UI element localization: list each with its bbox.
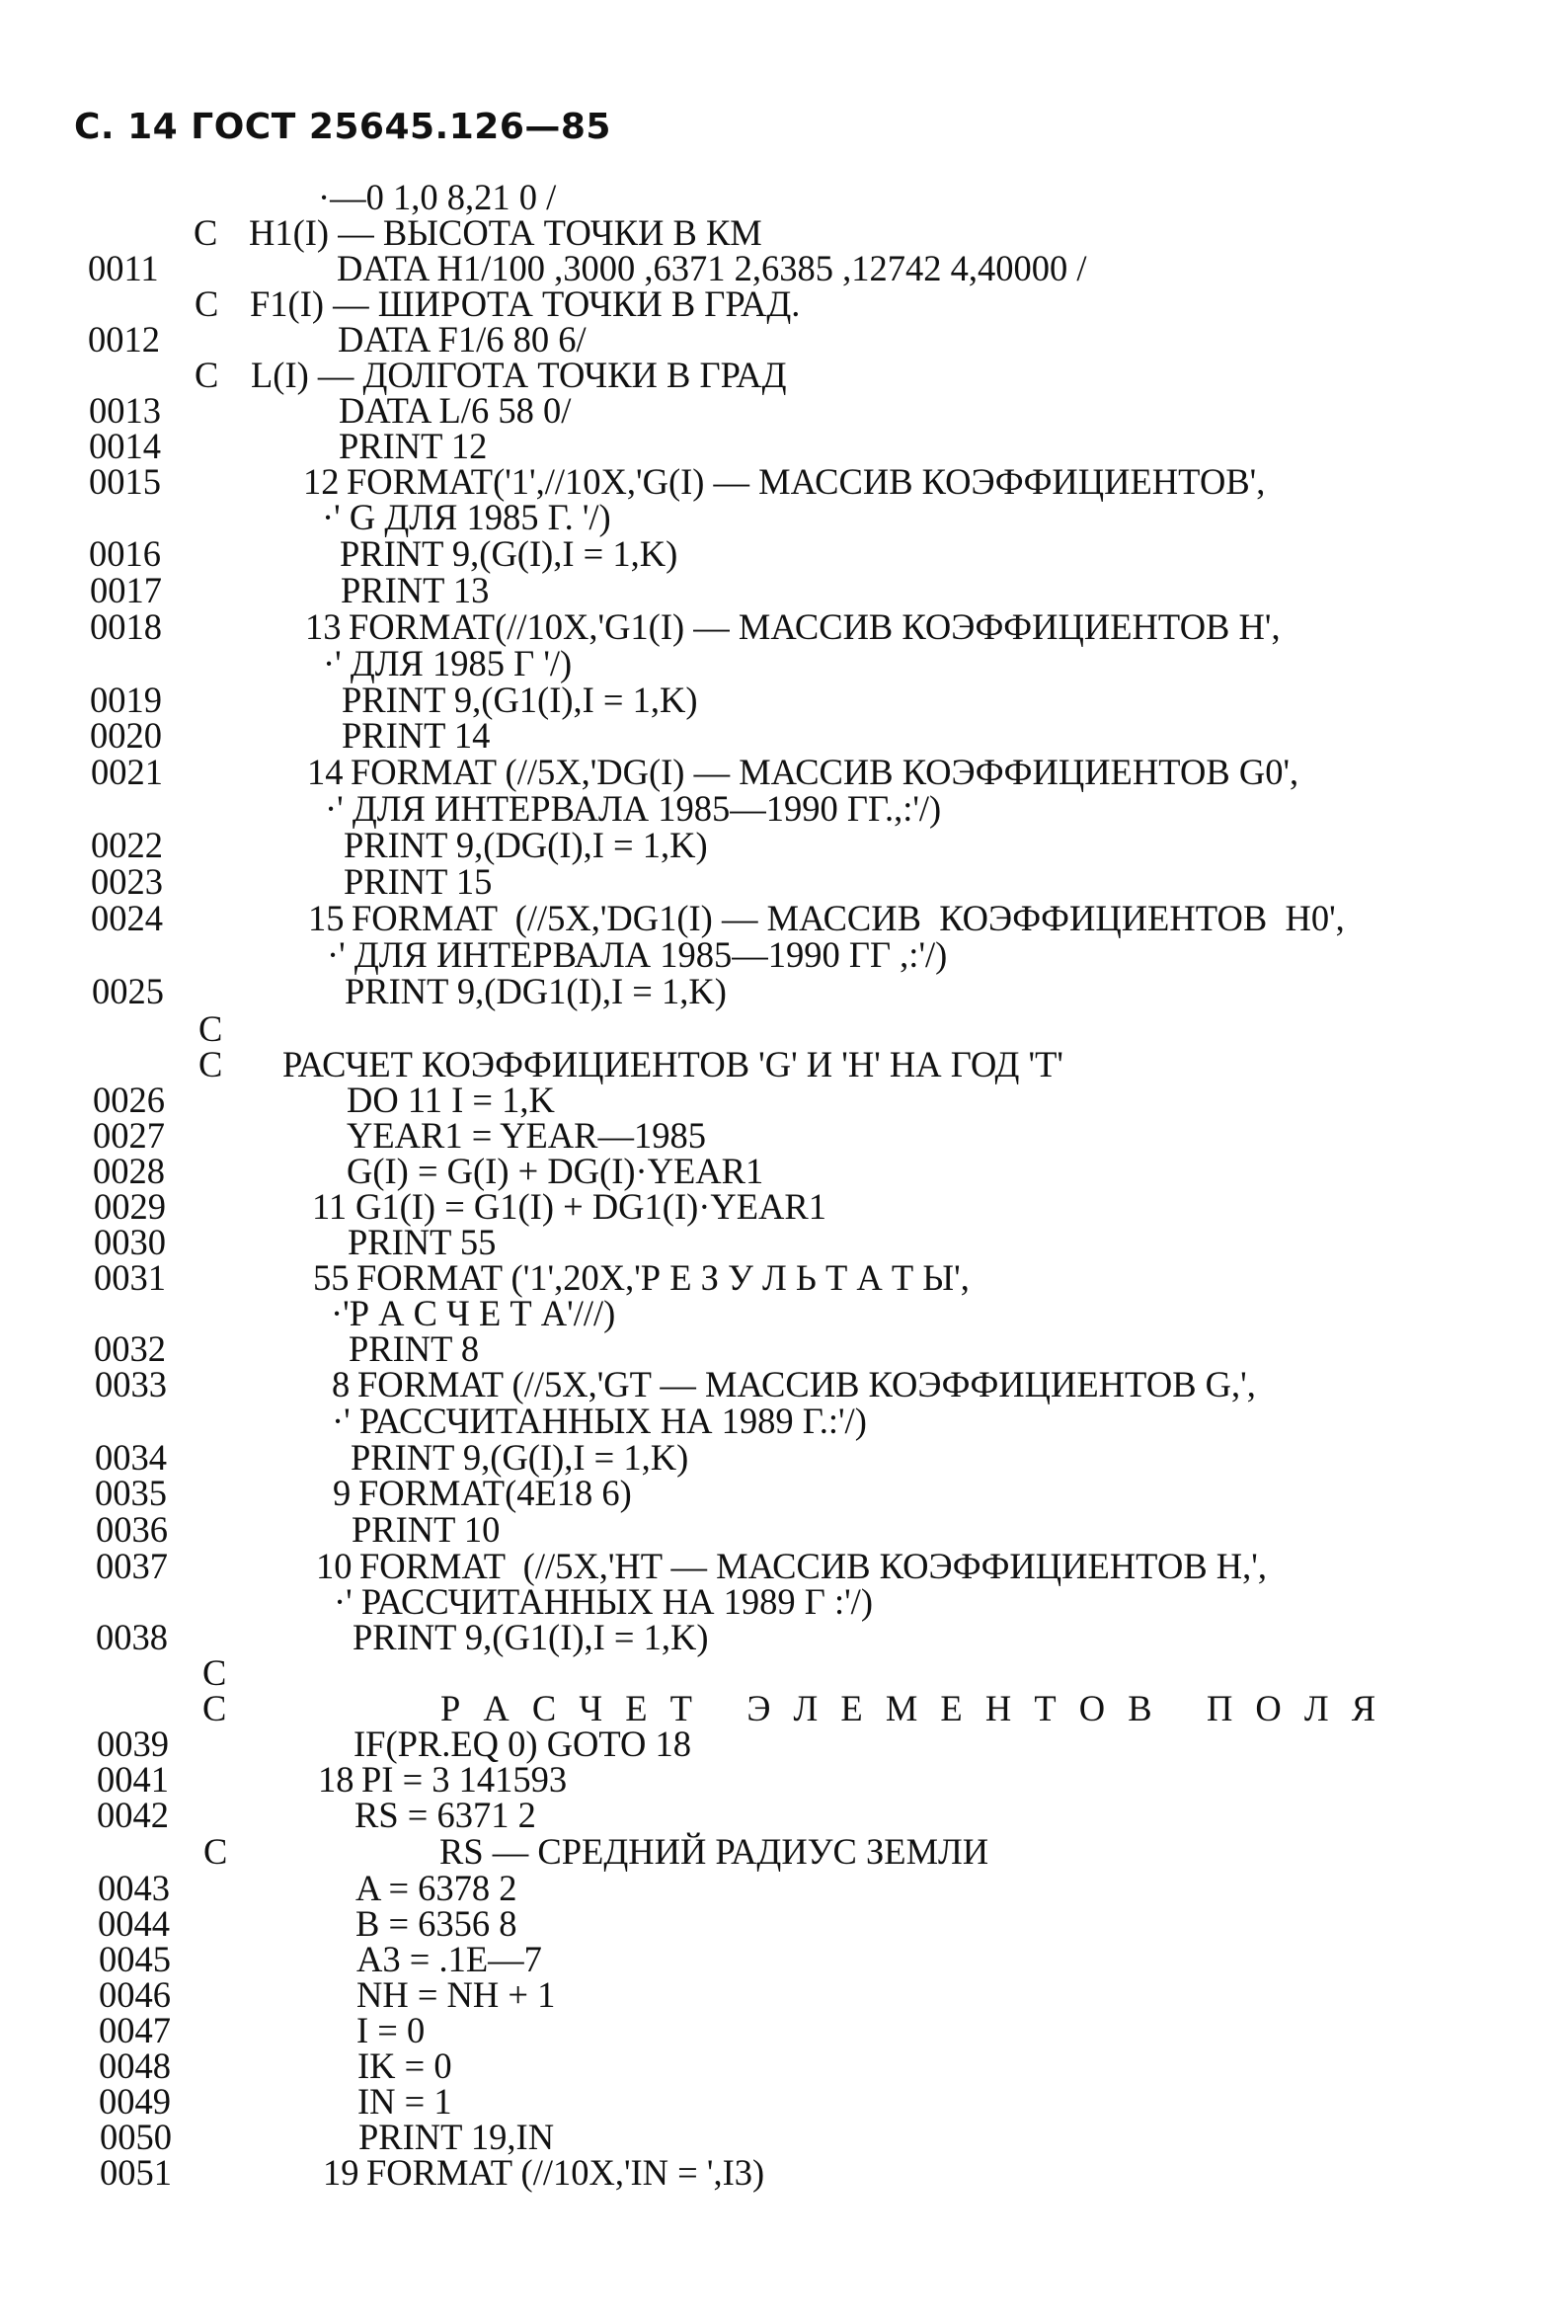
statement-label: 13 — [305, 606, 342, 647]
comment-marker: C — [202, 1688, 227, 1728]
line-number: 0029 — [94, 1186, 166, 1227]
code-text: IN = 1 — [357, 2081, 452, 2122]
code-text: ·' РАССЧИТАННЫХ НА 1989 Г :'/) — [334, 1581, 873, 1622]
code-text: FORMAT (//5X,'HT — МАССИВ КОЭФФИЦИЕНТОВ H,', — [359, 1546, 1267, 1586]
code-text: G(I) = G(I) + DG(I)·YEAR1 — [347, 1151, 764, 1191]
code-text: PRINT 9,(DG(I),I = 1,K) — [344, 825, 708, 865]
code-text: B = 6356 8 — [355, 1903, 517, 1944]
code-text: PI = 3 141593 — [361, 1759, 568, 1800]
code-text: FORMAT(4E18 6) — [358, 1473, 632, 1513]
code-text: A3 = .1E—7 — [356, 1939, 542, 1979]
code-text: YEAR1 = YEAR—1985 — [347, 1115, 706, 1156]
statement-label: 9 — [333, 1473, 352, 1513]
code-text: PRINT 9,(G1(I),I = 1,K) — [342, 680, 698, 720]
line-number: 0012 — [88, 319, 160, 360]
comment-marker: C — [194, 212, 218, 253]
line-number: 0033 — [95, 1364, 167, 1404]
code-text: A = 6378 2 — [355, 1868, 517, 1908]
code-text: PRINT 14 — [342, 715, 491, 756]
code-text: FORMAT (//5X,'DG1(I) — МАССИВ КОЭФФИЦИЕНТОВ H0', — [352, 898, 1345, 938]
code-text: IF(PR.EQ 0) GOTO 18 — [353, 1723, 692, 1764]
code-text: NH = NH + 1 — [356, 1974, 556, 2015]
line-number: 0016 — [89, 533, 161, 574]
line-number: 0049 — [99, 2081, 171, 2122]
code-text: PRINT 13 — [341, 570, 490, 610]
line-number: 0038 — [96, 1617, 168, 1657]
code-text: DATA F1/6 80 6/ — [338, 319, 587, 360]
line-number: 0026 — [93, 1080, 165, 1120]
line-number: 0051 — [100, 2152, 172, 2193]
line-number: 0011 — [88, 248, 159, 288]
code-text: PRINT 10 — [352, 1509, 501, 1550]
code-text: FORMAT (//5X,'GT — МАССИВ КОЭФФИЦИЕНТОВ G,', — [357, 1364, 1256, 1404]
code-text: L(I) — ДОЛГОТА ТОЧКИ В ГРАД — [251, 355, 787, 395]
code-text: PRINT 8 — [349, 1328, 480, 1369]
code-text: PRINT 9,(DG1(I),I = 1,K) — [345, 971, 727, 1011]
code-text: DATA L/6 58 0/ — [339, 390, 572, 431]
code-text: F1(I) — ШИРОТА ТОЧКИ В ГРАД. — [250, 283, 801, 324]
code-text: ·' G ДЛЯ 1985 Г. '/) — [322, 497, 611, 537]
statement-label: 10 — [316, 1546, 353, 1586]
comment-marker: C — [195, 283, 219, 324]
line-number: 0034 — [95, 1437, 167, 1478]
line-number: 0018 — [90, 606, 162, 647]
line-number: 0048 — [99, 2045, 171, 2086]
code-text: RS — СРЕДНИЙ РАДИУС ЗЕМЛИ — [439, 1831, 989, 1872]
code-text: FORMAT (//10X,'IN = ',I3) — [366, 2152, 765, 2193]
line-number: 0024 — [91, 898, 163, 938]
line-number: 0025 — [92, 971, 164, 1011]
code-text: IK = 0 — [357, 2045, 452, 2086]
statement-label: 12 — [303, 461, 340, 502]
statement-label: 11 — [312, 1186, 348, 1227]
statement-label: 8 — [332, 1364, 351, 1404]
code-text: ·' РАССЧИТАННЫХ НА 1989 Г.:'/) — [332, 1401, 867, 1441]
line-number: 0044 — [98, 1903, 170, 1944]
code-text: РАСЧЕТ КОЭФФИЦИЕНТОВ 'G' И 'H' НА ГОД 'T' — [282, 1044, 1063, 1084]
code-text: PRINT 55 — [348, 1222, 497, 1262]
code-text: ·—0 1,0 8,21 0 / — [318, 177, 557, 217]
line-number: 0045 — [99, 1939, 171, 1979]
line-number: 0014 — [89, 426, 161, 466]
code-text: PRINT 9,(G1(I),I = 1,K) — [353, 1617, 709, 1657]
code-text: FORMAT('1',//10X,'G(I) — МАССИВ КОЭФФИЦИЕНТОВ', — [347, 461, 1266, 502]
code-text: DO 11 I = 1,K — [347, 1080, 555, 1120]
comment-marker: C — [195, 355, 219, 395]
line-number: 0019 — [90, 680, 162, 720]
line-number: 0041 — [97, 1759, 169, 1800]
code-text: G1(I) = G1(I) + DG1(I)·YEAR1 — [355, 1186, 827, 1227]
line-number: 0032 — [94, 1328, 166, 1369]
line-number: 0050 — [100, 2117, 172, 2157]
statement-label: 15 — [308, 898, 345, 938]
code-text: PRINT 12 — [339, 426, 488, 466]
line-number: 0030 — [94, 1222, 166, 1262]
line-number: 0047 — [99, 2010, 171, 2050]
comment-marker: C — [202, 1652, 227, 1693]
code-text: ·'Р А С Ч Е Т А'///) — [331, 1293, 616, 1333]
code-text: ·' ДЛЯ ИНТЕРВАЛА 1985—1990 ГГ.,:'/) — [325, 788, 942, 829]
line-number: 0013 — [89, 390, 161, 431]
code-text: ·' ДЛЯ 1985 Г '/) — [323, 643, 573, 683]
line-number: 0042 — [97, 1795, 169, 1835]
statement-label: 19 — [323, 2152, 359, 2193]
code-text: Р А С Ч Е Т Э Л Е М Е Н Т О В П О Л Я — [440, 1688, 1383, 1728]
comment-marker: C — [203, 1831, 228, 1872]
line-number: 0017 — [90, 570, 162, 610]
line-number: 0046 — [99, 1974, 171, 2015]
code-text: H1(I) — ВЫСОТА ТОЧКИ В КМ — [249, 212, 762, 253]
code-text: ·' ДЛЯ ИНТЕРВАЛА 1985—1990 ГГ ,:'/) — [327, 934, 948, 975]
line-number: 0022 — [91, 825, 163, 865]
code-text: PRINT 9,(G(I),I = 1,K) — [351, 1437, 689, 1478]
line-number: 0037 — [96, 1546, 168, 1586]
line-number: 0035 — [95, 1473, 167, 1513]
line-number: 0036 — [96, 1509, 168, 1550]
comment-marker: C — [198, 1044, 223, 1084]
code-text: PRINT 15 — [344, 861, 493, 902]
line-number: 0023 — [91, 861, 163, 902]
code-text: PRINT 9,(G(I),I = 1,K) — [340, 533, 678, 574]
code-text: PRINT 19,IN — [358, 2117, 555, 2157]
statement-label: 14 — [307, 752, 344, 792]
line-number: 0020 — [90, 715, 162, 756]
line-number: 0043 — [98, 1868, 170, 1908]
line-number: 0028 — [93, 1151, 165, 1191]
page-header: С. 14 ГОСТ 25645.126—85 — [74, 107, 611, 147]
line-number: 0021 — [91, 752, 163, 792]
code-text: FORMAT (//5X,'DG(I) — МАССИВ КОЭФФИЦИЕНТОВ G0', — [351, 752, 1299, 792]
line-number: 0039 — [97, 1723, 169, 1764]
comment-marker: C — [198, 1008, 223, 1049]
code-text: DATA H1/100 ,3000 ,6371 2,6385 ,12742 4,40000 / — [337, 248, 1087, 288]
statement-label: 55 — [313, 1257, 350, 1298]
code-text: RS = 6371 2 — [354, 1795, 536, 1835]
line-number: 0031 — [94, 1257, 166, 1298]
line-number: 0015 — [89, 461, 161, 502]
code-text: FORMAT(//10X,'G1(I) — МАССИВ КОЭФФИЦИЕНТОВ H', — [349, 606, 1281, 647]
line-number: 0027 — [93, 1115, 165, 1156]
code-text: FORMAT ('1',20X,'Р Е З У Л Ь Т А Т Ы', — [356, 1257, 970, 1298]
statement-label: 18 — [318, 1759, 354, 1800]
code-text: I = 0 — [356, 2010, 426, 2050]
